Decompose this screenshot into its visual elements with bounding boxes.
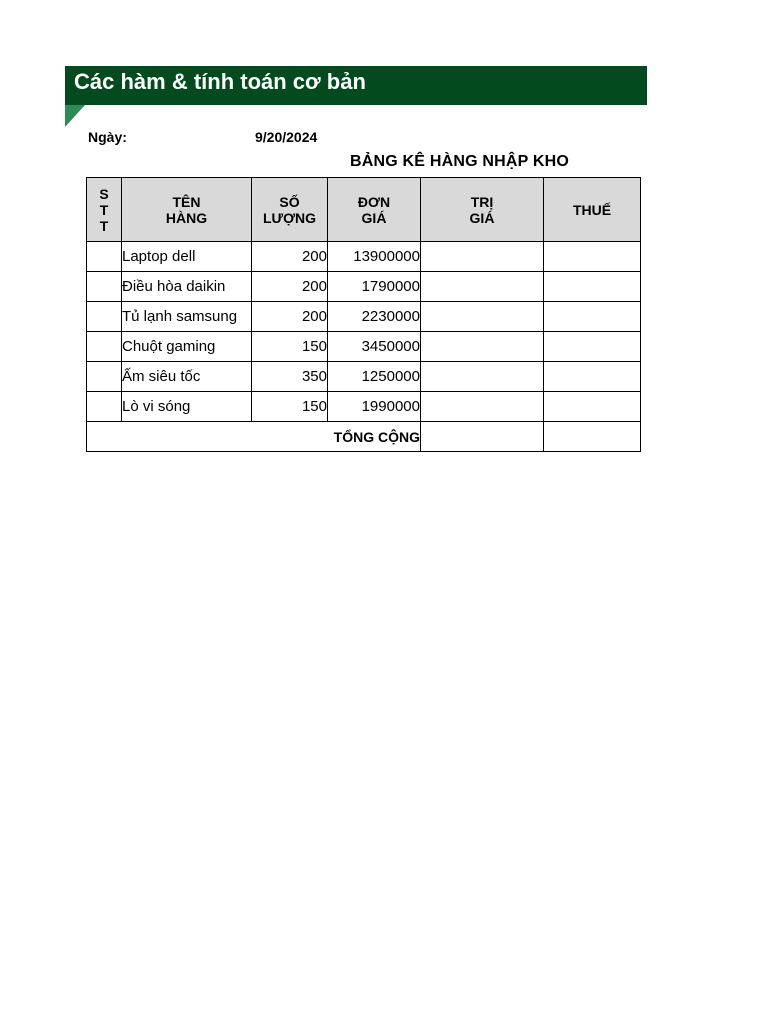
cell-stt[interactable]: [87, 242, 122, 272]
table-row: [87, 272, 641, 302]
cell-tax[interactable]: [544, 272, 641, 302]
inventory-table: [86, 177, 641, 452]
cell-value[interactable]: [421, 332, 544, 362]
table-row: [87, 332, 641, 362]
cell-unit-price[interactable]: 2230000: [328, 302, 421, 332]
cell-tax[interactable]: [544, 242, 641, 272]
table-row: [87, 362, 641, 392]
cell-unit-price[interactable]: 3450000: [328, 332, 421, 362]
cell-stt[interactable]: [87, 302, 122, 332]
cell-name[interactable]: Laptop dell: [122, 242, 252, 272]
table-row: [87, 392, 641, 422]
header-stt[interactable]: S T T: [87, 178, 122, 242]
cell-tax[interactable]: [544, 302, 641, 332]
header-tax[interactable]: THUẾ: [544, 178, 641, 242]
cell-unit-price[interactable]: 1250000: [328, 362, 421, 392]
total-row: [87, 422, 641, 452]
cell-unit-price[interactable]: 1990000: [328, 392, 421, 422]
cell-unit-price[interactable]: 1790000: [328, 272, 421, 302]
cell-name[interactable]: Lò vi sóng: [122, 392, 252, 422]
cell-value[interactable]: [421, 392, 544, 422]
cell-quantity[interactable]: 200: [252, 242, 328, 272]
cell-value[interactable]: [421, 242, 544, 272]
report-title: BẢNG KÊ HÀNG NHẬP KHO: [350, 153, 570, 170]
cell-value[interactable]: [421, 302, 544, 332]
banner-fold-decoration: [65, 105, 85, 127]
cell-name[interactable]: Tủ lạnh samsung: [122, 302, 252, 332]
table-row: [87, 302, 641, 332]
date-value-cell[interactable]: 9/20/2024: [255, 129, 318, 145]
header-name[interactable]: TÊN HÀNG: [122, 178, 252, 242]
cell-quantity[interactable]: 150: [252, 392, 328, 422]
cell-quantity[interactable]: 150: [252, 332, 328, 362]
date-label: Ngày:: [88, 129, 127, 145]
header-value[interactable]: TRỊ GIÁ: [421, 178, 544, 242]
cell-tax[interactable]: [544, 362, 641, 392]
table-row: [87, 242, 641, 272]
header-quantity[interactable]: SỐ LƯỢNG: [252, 178, 328, 242]
cell-quantity[interactable]: 200: [252, 272, 328, 302]
header-unit-price[interactable]: ĐƠN GIÁ: [328, 178, 421, 242]
cell-stt[interactable]: [87, 392, 122, 422]
total-label-cell[interactable]: TỔNG CỘNG: [87, 422, 421, 452]
cell-stt[interactable]: [87, 272, 122, 302]
cell-unit-price[interactable]: 13900000: [328, 242, 421, 272]
cell-tax[interactable]: [544, 392, 641, 422]
cell-quantity[interactable]: 200: [252, 302, 328, 332]
cell-quantity[interactable]: 350: [252, 362, 328, 392]
cell-name[interactable]: Điều hòa daikin: [122, 272, 252, 302]
page-title: Các hàm & tính toán cơ bản: [74, 69, 366, 94]
cell-value[interactable]: [421, 272, 544, 302]
title-banner: [65, 66, 647, 105]
cell-tax[interactable]: [544, 332, 641, 362]
total-tax-cell[interactable]: [544, 422, 641, 452]
cell-stt[interactable]: [87, 362, 122, 392]
cell-name[interactable]: Ấm siêu tốc: [122, 362, 252, 392]
cell-stt[interactable]: [87, 332, 122, 362]
table-header-row: [87, 178, 641, 242]
total-value-cell[interactable]: [421, 422, 544, 452]
cell-name[interactable]: Chuột gaming: [122, 332, 252, 362]
cell-value[interactable]: [421, 362, 544, 392]
